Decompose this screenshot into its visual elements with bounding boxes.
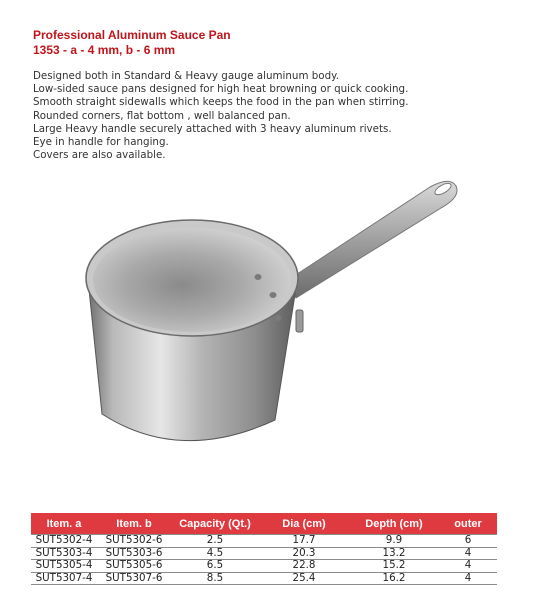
table-cell: 22.8 — [259, 560, 349, 573]
description-line: Smooth straight sidewalls which keeps the food in the pan when stirring. — [33, 96, 409, 109]
pan-body — [86, 220, 303, 441]
column-header: Item. a — [31, 513, 97, 535]
table-cell: 2.5 — [171, 535, 259, 548]
table-cell: SUT5303-6 — [97, 547, 171, 560]
table-cell: 20.3 — [259, 547, 349, 560]
table-cell: 6.5 — [171, 560, 259, 573]
product-subtitle: 1353 - a - 4 mm, b - 6 mm — [33, 43, 176, 57]
description-line: Covers are also available. — [33, 149, 166, 162]
description-line: Designed both in Standard & Heavy gauge aluminum body. — [33, 70, 340, 82]
description-line: Rounded corners, flat bottom , well balanced pan. — [33, 109, 291, 122]
table-cell: 4 — [439, 560, 497, 573]
product-description — [33, 70, 533, 162]
rivet-icon — [275, 315, 282, 321]
sauce-pan-photo — [60, 170, 470, 470]
table-cell: 6 — [439, 535, 497, 548]
table-cell: SUT5307-4 — [31, 572, 97, 585]
table-cell: SUT5302-4 — [31, 535, 97, 548]
rivet-icon — [255, 274, 262, 280]
description-line: Large Heavy handle securely attached with 3 heavy aluminum rivets. — [33, 122, 392, 135]
table-cell: 8.5 — [171, 572, 259, 585]
table-row — [31, 572, 497, 585]
table-row — [31, 547, 497, 560]
rivet-icon — [270, 292, 277, 298]
table-cell: 13.2 — [349, 547, 439, 560]
column-header: Dia (cm) — [259, 513, 349, 535]
table-cell: 4 — [439, 547, 497, 560]
pan-handle — [285, 181, 457, 298]
table-header-row — [31, 513, 497, 535]
table-cell: SUT5302-6 — [97, 535, 171, 548]
column-header: Item. b — [97, 513, 171, 535]
table-cell: 17.7 — [259, 535, 349, 548]
table-row — [31, 560, 497, 573]
table-cell: SUT5305-6 — [97, 560, 171, 573]
table-cell: 15.2 — [349, 560, 439, 573]
table-cell: 25.4 — [259, 572, 349, 585]
table-cell: 9.9 — [349, 535, 439, 548]
table-row — [31, 535, 497, 548]
column-header: Capacity (Qt.) — [171, 513, 259, 535]
description-line: Low-sided sauce pans designed for high heat browning or quick cooking. — [33, 83, 409, 96]
column-header: outer — [439, 513, 497, 535]
table-cell: SUT5305-4 — [31, 560, 97, 573]
column-header: Depth (cm) — [349, 513, 439, 535]
specifications-table — [31, 513, 497, 585]
table-cell: SUT5307-6 — [97, 572, 171, 585]
table-cell: 4.5 — [171, 547, 259, 560]
product-title: Professional Aluminum Sauce Pan — [33, 28, 231, 42]
description-line: Eye in handle for hanging. — [33, 136, 169, 149]
table-cell: SUT5303-4 — [31, 547, 97, 560]
table-cell: 16.2 — [349, 572, 439, 585]
table-cell: 4 — [439, 572, 497, 585]
